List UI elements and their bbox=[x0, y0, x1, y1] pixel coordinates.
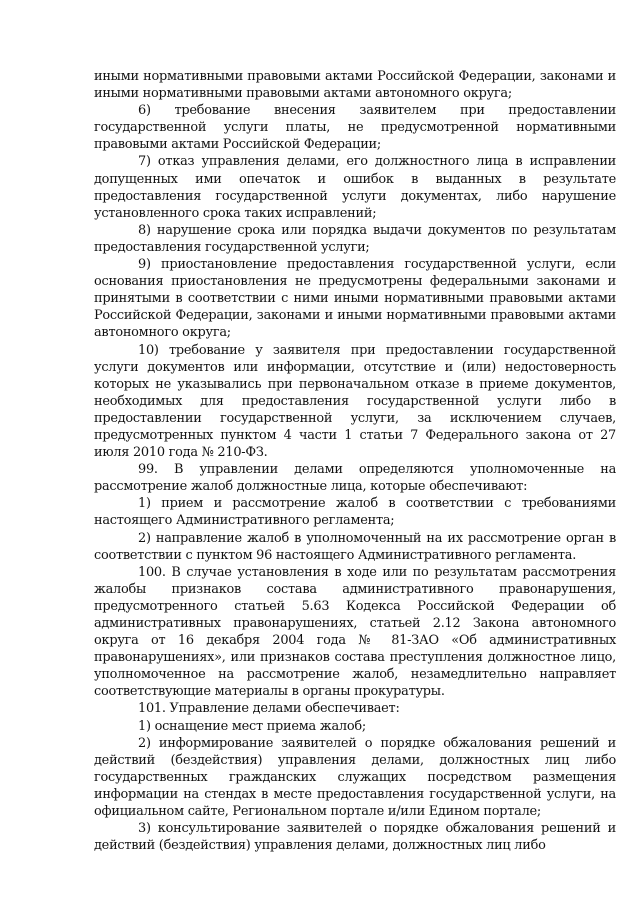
paragraph-item-8: 8) нарушение срока или порядка выдачи документов по результатам предоставления государственной услуги; bbox=[94, 222, 616, 255]
paragraph-clause-99-item-1: 1) прием и рассмотрение жалоб в соответствии с требованиями настоящего Административного регламента; bbox=[94, 496, 616, 529]
paragraph-item-7: 7) отказ управления делами, его должностного лица в исправлении допущенных ими опечаток и ошибок в выданных в результате предоставления государственной услуги документах, либо нарушение установленного срока таких исправлений; bbox=[94, 154, 616, 221]
paragraph-item-6: 6) требование внесения заявителем при предоставлении государственной услуги платы, не предусмотренной нормативными правовыми актами Российской Федерации; bbox=[94, 103, 616, 153]
paragraph-clause-101-item-3: 3) консультирование заявителей о порядке обжалования решений и действий (бездействия) управления делами, должностных лиц либо bbox=[94, 821, 616, 854]
paragraph-clause-100: 100. В случае установления в ходе или по результатам рассмотрения жалобы признаков состава административного правонарушения, предусмотренного статьей 5.63 Кодекса Российской Федерации об административных правонарушениях, статьей 2.12 Закона автономного округа от 16 декабря 2004 года № 81-ЗАО «Об административных правонарушениях», или признаков состава преступления должностное лицо, уполномоченное на рассмотрение жалоб, незамедлительно направляет соответствующие материалы в органы прокуратуры. bbox=[94, 564, 616, 700]
paragraph-clause-101-item-2: 2) информирование заявителей о порядке обжалования решений и действий (бездействия) управления делами, должностных лиц либо государственных гражданских служащих посредством размещения информации на стендах в месте предоставления государственной услуги, на официальном сайте, Региональном портале и/или Едином портале; bbox=[94, 735, 616, 820]
paragraph-clause-101-item-1: 1) оснащение мест приема жалоб; bbox=[138, 718, 366, 734]
paragraph-clause-99-item-2: 2) направление жалоб в уполномоченный на их рассмотрение орган в соответствии с пунктом 96 настоящего Административного регламента. bbox=[94, 530, 616, 563]
paragraph-clause-99: 99. В управлении делами определяются уполномоченные на рассмотрение жалоб должностные лица, которые обеспечивают: bbox=[94, 462, 616, 495]
paragraph-item-9: 9) приостановление предоставления государственной услуги, если основания приостановления не предусмотрены федеральными законами и принятыми в соответствии с ними иными нормативными правовыми актами Российской Федерации, законами и иными нормативными правовыми актами автономного округа; bbox=[94, 257, 616, 341]
paragraph-clause-101: 101. Управление делами обеспечивает: bbox=[138, 701, 400, 717]
paragraph-item-10: 10) требование у заявителя при предоставлении государственной услуги документов или информации, отсутствие и (или) недостоверность которых не указывались при первоначальном отказе в приеме документов, необходимых для предоставления государственной услуги либо в предоставлении государственной услуги, за исключением случаев, предусмотренных пунктом 4 части 1 статьи 7 Федерального закона от 27 июля 2010 года № 210-ФЗ. bbox=[94, 342, 616, 461]
paragraph-continuation: иными нормативными правовыми актами Российской Федерации, законами и иными нормативными правовыми актами автономного округа; bbox=[94, 69, 616, 102]
